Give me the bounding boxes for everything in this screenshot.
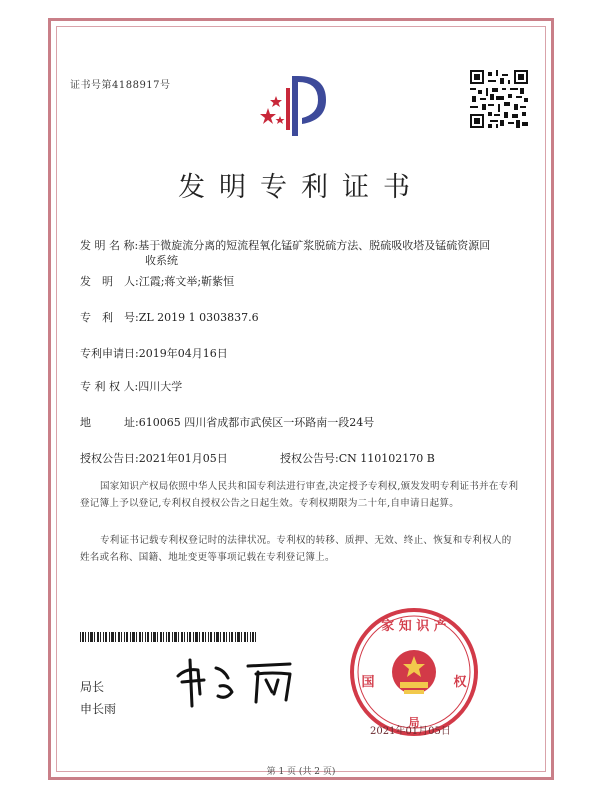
filing-date-row — [80, 346, 228, 361]
legal-paragraph-1: 国家知识产权局依照中华人民共和国专利法进行审查,决定授予专利权,颁发发明专利证书并在专利登记簿上予以登记,专利权自授权公告之日起生效。专利权期限为二十年,自申请日起算。 — [80, 481, 519, 509]
address-value: 610065 四川省成都市武侯区一环路南一段24号 — [138, 416, 375, 429]
patentee-label: 专 利 权 人: — [80, 380, 139, 393]
document-title: 发明专利证书 — [178, 172, 424, 203]
certificate-number: 证书号第4188917号 — [70, 80, 171, 91]
cnipa-official-seal — [348, 606, 480, 738]
filing-date-label: 专利申请日: — [80, 347, 139, 360]
invention-name-row — [80, 238, 490, 253]
director-name: 申长雨 — [80, 702, 117, 716]
invention-name-value-2: 收系统 — [145, 254, 178, 267]
publication-number-row — [280, 451, 435, 466]
director-title: 局长 — [80, 680, 105, 694]
svg-text:家 知 识 产: 家 知 识 产 — [381, 619, 447, 634]
invention-name-value: 基于微旋流分离的短流程氧化锰矿浆脱硫方法、脱硫吸收塔及锰硫资源回 — [138, 239, 491, 252]
address-label: 地 址: — [80, 416, 139, 429]
patentee-value: 四川大学 — [138, 380, 183, 393]
invention-name-label: 发 明 名 称: — [80, 239, 139, 252]
patent-number-label: 专 利 号: — [80, 311, 139, 324]
address-row — [80, 415, 374, 430]
director-signature — [172, 650, 312, 710]
publication-number-label: 授权公告号: — [280, 452, 339, 465]
inventor-row — [80, 274, 234, 289]
publication-date-label: 授权公告日: — [80, 452, 139, 465]
inventor-value: 江霞;蒋文举;靳紫恒 — [138, 275, 235, 288]
legal-paragraph-2: 专利证书记载专利权登记时的法律状况。专利权的转移、质押、无效、终止、恢复和专利权人的姓名或名称、国籍、地址变更等事项记载在专利登记簿上。 — [80, 535, 512, 563]
cnipa-logo-icon — [256, 70, 336, 140]
publication-date-value: 2021年01月05日 — [138, 452, 228, 465]
publication-number-value: CN 110102170 B — [338, 452, 435, 465]
patentee-row — [80, 379, 182, 394]
svg-text:局: 局 — [408, 716, 420, 729]
patent-number-row — [80, 310, 259, 325]
patent-number-value: ZL 2019 1 0303837.6 — [138, 311, 259, 324]
seal-date: 2021年01月05日 — [370, 726, 451, 737]
svg-text:国: 国 — [361, 675, 375, 690]
invention-name-row-2 — [145, 253, 178, 268]
svg-text:权: 权 — [453, 675, 467, 690]
barcode — [80, 632, 256, 642]
page-number: 第 1 页 (共 2 页) — [266, 767, 336, 777]
publication-date-row — [80, 451, 228, 466]
inventor-label: 发 明 人: — [80, 275, 139, 288]
filing-date-value: 2019年04月16日 — [138, 347, 228, 360]
qr-code — [470, 70, 528, 128]
